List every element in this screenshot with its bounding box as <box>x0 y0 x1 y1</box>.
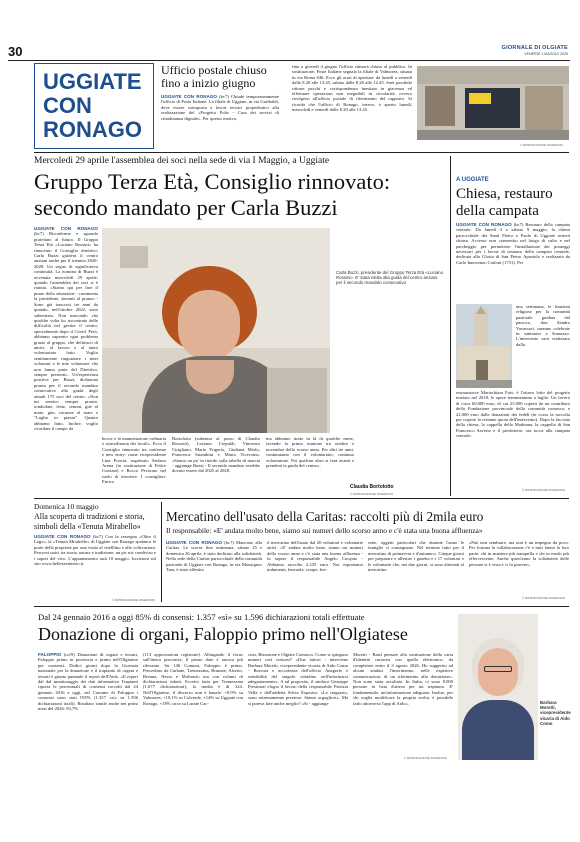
donazione-col3: cino, Bizzarone e Olgiate Comasco. Come si spiegano numeri così virtuosi? «Due fattori - interviene Barbara Moretti, vicepresidente vicaria di Aido Como - Bravura e accortezza dell'ufficio Anagrafe e sensibilità del singolo cittadino nell'informarsi adeguatamente». A tal proposito, il sindaco Giuseppe Prestinari elogia il lavoro della responsabile Patrizia Vella e dell'addetta Silvia Esposito: «Le ringrazio, sono estremamente preziose. Siamo orgogliosi». Ma si poteva fare anche meglio? «Si - aggiunge <box>248 652 348 706</box>
barbara-moretti-photo <box>458 614 538 760</box>
tenuta-body <box>34 534 156 598</box>
chiesa-text1: Restauro della campata centrale. Da lunedì 4 a sabato 9 maggio, la chiesa parrocchiale dei Santi Pietro e Paolo di Uggiate resterà chiusa. Accesso non consentito nel luogo di culto e nel parcheggio per permettere l'installazione dei ponteggi necessari per i lavori di restauro della campata centrale, dedicata alla Gloria di San Pietro Apostolo e realizzata da Carlo Innocenzo Carloni (1731). Per <box>456 222 570 265</box>
chiesa-credit: © RIPRODUZIONE RISERVATA <box>522 488 566 492</box>
main-credit: © RIPRODUZIONE RISERVATA <box>350 492 394 496</box>
rule-bottom <box>34 606 569 607</box>
post-office-col2: fino a giovedì 4 giugno l'ufficio rimarrà chiuso al pubblico. In sostituzione, Poste Italiane segnala la filiale di Valmorea, situata in via Roma 846. Ecco gli orari di apertura: da lunedì a venerdì dalle 8.20 alle 13.45, sabato dalle 8.20 alle 12.45. Sarà possibile ritirare pacchi e corrispondenza inesitata in giacenza ed effettuare operazioni non eseguibili in circolarità, ovvero rivolgersi all'ufficio postale di riferimento del rapporto. Si ricorda che l'ufficio di Ronago, invece, è aperto lunedì, mercoledì e venerdì dalle 8.20 alle 13.45. <box>292 64 412 113</box>
chiesa-lead: UGGIATE CON RONAGO <box>456 222 512 227</box>
post-office-body1: Chiude temporaneamente l'ufficio di Poste Italiane. La filiale di Uggiate, in via Garibaldi, deve essere sottoposta a lavori tecnici propedeutici alla realizzazione del «Progetto Polis - Casa dei servizi di cittadinanza digitale». Per questo motivo, <box>161 94 279 121</box>
main-kicker: Mercoledì 29 aprile l'assemblea dei soci nella sede di via I Maggio, a Uggiate <box>34 156 330 166</box>
chiesa-kicker: A UGGIATE <box>456 177 489 183</box>
newspaper-name: GIORNALE DI OLGIATE <box>501 45 568 51</box>
post-office-lead-tag: (bc7) <box>219 94 229 99</box>
post-office-photo <box>417 66 569 140</box>
main-byline: Claudia Bortolotto <box>350 484 394 490</box>
main-body-col1: Riconferme e sguardo proiettato al futuro. Il Gruppo Terza Età «Luciano Rossini» ha rinnovato il Consiglio direttivo: Carla Buzzi guiderà il centro anziani anche per il triennio 2026-2028. Un segno di significativa continuità. La nomina di Buzzi è avvenuta mercoledì 29 aprile, quando l'assemblea dei soci si è riunita. «Siamo qui per fare il punto della situazione - commenta la presidente, davanti al pranzo - Sono già trascorsi tre anni da quando, nell'ottobre 2022, sono subentrata. Non nascondo che qualche volta ho riscontrato delle difficoltà nel gestire il centro, specialmente dopo il Covid. Però, abbiamo superato ogni problema grazie al gruppo, che definisco di amici, al lavoro e al tanto volontariato fatto. Voglio sentitamente ringraziare i miei volontari e le mie volontarie che non fanno parte del Direttivo, sempre presenti». Un'esperienza positiva per Buzzi, dichiarata pronta per il secondo mandato consecutivo alla guida degli attuali 175 soci del centro. «Non mi sentivo sempre pronta: tombolate, feste, cenoni, gite al mare, gite, vacanze al mare e "Luglio in piazza". Quanto abbiamo fatto. Inoltre, voglio ricordare il campo da <box>34 231 98 432</box>
post-office-col1 <box>161 94 279 148</box>
chiesa-body2: una settimana, le funzioni religiose per la comunità pastorale guidata dal parroco, don Sandro Vavassori, saranno celebrate in santuario a Somazzo. L'intervento sarà realizzato dalla <box>516 304 570 347</box>
chiesa-lead-tag: (bc7) <box>513 222 524 227</box>
caritas-credit: © RIPRODUZIONE RISERVATA <box>522 596 566 600</box>
section-title-line1: UGGIATE <box>43 69 142 94</box>
rule-middle <box>34 498 569 499</box>
main-lead: UGGIATE CON RONAGO <box>34 226 98 231</box>
donazione-col2: (113 approvazioni registrate). Allargando il focus sull'intera provincia, il primo dato è ancora più rilevante. Su 146 Comuni, Faloppio è primo. Precedono da Carbate, Tremezzina, Brunate, Alserio, Brenna, Nesso e Moltrasio ma con volumi di dichiarazioni ridotti. Eccetto fatta per Tremezzina (1.677 dichiarazioni), la media è di 324. Nell'Olgiatese, il discorso non è banale: +8,9% su Valmorea, +10,1% su Colverde, +14% su Uggiate con Ronago, +18% circa su Lurate Cac- <box>143 652 243 706</box>
main-headline-2: secondo mandato per Carla Buzzi <box>34 195 338 220</box>
chiesa-divider <box>450 156 451 496</box>
tenuta-credit: © RIPRODUZIONE RISERVATA <box>112 598 156 602</box>
caritas-col2: il mercatino dell'usato dal 20 volontari e volontarie attivi. «E' andata molto bene, siamo sui numeri dello scorso anno e c'è stata una buona affluenza - fa sapere il responsabile Angelo Cocquio - Abbiamo raccolto 2.235 euro. Noi esponiamo indumenti, lenzuola, scarpe, bor- <box>267 540 363 573</box>
tenuta-kicker: Domenica 10 maggio <box>34 502 99 511</box>
post-office-lead: UGGIATE CON RONAGO <box>161 94 217 99</box>
tenuta-lead: UGGIATE CON RONAGO <box>34 534 91 539</box>
chiesa-title: Chiesa, restauro della campata <box>456 186 553 219</box>
tenuta-lead-tag: (bc7) <box>93 534 103 539</box>
chiesa-body1 <box>456 222 570 302</box>
section-title-line2: CON <box>43 93 92 118</box>
caritas-subtitle: Il responsabile: «E' andata molto bene, siamo sui numeri dello scorso anno e c'è stata una buona affluenza» <box>166 526 483 535</box>
donazione-col4: Moretti - Basti pensare alla sostituzione della carta d'identità cartacea con quella elettronica, da completare entro il 3 agosto 2026. Ho suggerito ad alcuni sindaci l'inserimento, nelle rispettive comunicazioni, di un riferimento alla donazione». Non sono stata ascoltata. In Italia, ci sono 8.000 persone in lista d'attesa per un trapianto. E' fondamentale, un'informazione adeguata. Inoltre, per chi voglia modificare la propria scelta, è possibile farlo attraverso l'app di Aido». <box>353 652 453 706</box>
page-number: 30 <box>8 44 23 59</box>
caritas-lead: UGGIATE CON RONAGO <box>166 540 223 545</box>
donazione-caption: Barbara Moretti, vicepresidente vicaria di Aido Como <box>540 700 571 726</box>
caritas-title: Mercatino dell'usato della Caritas: raccolti più di 2mila euro <box>166 509 484 524</box>
carla-buzzi-photo <box>102 228 330 433</box>
donazione-lead: FALOPPIO <box>38 652 62 657</box>
donazione-title: Donazione di organi, Faloppio primo nell'Olgiatese <box>38 624 408 644</box>
post-office-title: Ufficio postale chiuso fino a inizio giugno <box>161 63 267 90</box>
header-rule <box>8 60 570 61</box>
issue-date: VENERDÌ 1 MAGGIO 2026 <box>524 52 568 56</box>
donazione-col1 <box>38 652 138 760</box>
caritas-col1 <box>166 540 262 600</box>
main-col2: bocce e la manutenzione ordinaria e straordinaria dei locali». Ecco il Consiglio rinnovato tra conferme e new entry: come vicepresidente Lina Poncia, segretario Stefano Arena (in sostituzione di Felice Cozzani) e Rocco Pecoraro nel ruolo di tesoriere. I consiglieri: Enrico <box>102 436 166 485</box>
main-photo-caption: Carla Buzzi, presidente del Gruppo Terza Età «Luciano Rossini». E' stata eletta alla guida del centro anziani per il secondo mandato consecutivo <box>336 270 444 286</box>
caritas-divider <box>161 502 162 602</box>
rule-top <box>34 152 569 153</box>
post-office-credit: © RIPRODUZIONE RISERVATA <box>520 143 564 147</box>
main-col4: ma abbiamo tirato in là di qualche mese, facendo la prima riunione tra ottobre e novembre dello scorso anno. Per altri tre anni, continuiamo con il volontariato, continuo volontariato. Poi qualcun altro si farà avanti e prenderà la guida del centro». <box>266 436 354 469</box>
church-photo <box>456 304 512 388</box>
donazione-text1: Donazione di organi e tessuti, Faloppio primo in provincia e primo nell'Olgiatese per consensi. Dodici giorni dopo la Giornata nazionale per la donazione e il trapianto di organi e tessuti è giunto puntuale il report dell'Aido. «Il report dal dal monitoraggio dei dati informativo Trapianti riporta le percentuali di consensi raccolti dal 24 gennaio 2016 a oggi, nel Comune di Faloppio i consensi sono stati l'85% (1.357 «sì» su 1.596 dichiarazioni totali). Risultato simile anche nei primi mesi del 2026: 83,7% <box>38 652 138 712</box>
tenuta-title: Alla scoperta di tradizioni e storia, simboli della «Tenuta Mirabello» <box>34 512 145 531</box>
donazione-credit: © RIPRODUZIONE RISERVATA <box>404 756 448 760</box>
caritas-text1: Mancano alla Caritas. Le scorse fine settimana, sabato 25 e domenica 26 aprile, è stato dedicato alla solidarietà. Nella sede della Caritas parrocchiale della comunità pastorale di Uggiate con Ronago, in via Monsignor Tam, è stato allestito <box>166 540 262 573</box>
section-title-line3: RONAGO <box>43 117 142 142</box>
main-headline-1: Gruppo Terza Età, Consiglio rinnovato: <box>34 169 391 194</box>
donazione-kicker: Dal 24 gennaio 2016 a oggi 85% di consensi: 1.357 «sì» su 1.596 dichiarazioni totali effettuate <box>38 612 365 622</box>
main-col1 <box>34 226 98 492</box>
section-box <box>34 63 154 149</box>
main-lead-tag: (bc7) <box>34 231 44 237</box>
main-col3: Bortolotto (subentra al posto di Claudio Rossotti), Luciano Crepaldi, Vincenzo Cirigliano, Mario Frigerio, Giuliana Merlo, Francesca Strambini e Maria Vicecomo. «Siamo un po' in ritardo sulla tabella di marcia - aggiunge Buzzi - Il secondo mandato avrebbe dovuto essere dal 2025 al 2028, <box>172 436 260 474</box>
chiesa-body3: restauratrice Mariachiara Fois: è l'ottavo lotto del progetto iniziato nel 2018, le opere termineranno a luglio. Un lavoro di circa 60.000 euro, di cui 25.000 coperti da un contributo della Fondazione provinciale della comunità comasca, e 22.000 euro dalle donazioni dei fedeli (in corso la raccolta per coprire la restante quota dell'intervento). Dopo la facciata della chiesa, la cappella della Madonna, la cappella di San Francesco Saverio e il presbiterio, ora tocca alla campata centrale. <box>456 390 570 439</box>
caritas-lead-tag: (bc7) <box>224 540 234 545</box>
caritas-col3: sette, oggetti particolari che durante l'anno le famiglie ci consegnano. Nel termine tutto per il mercatino di primavera e d'autunno». Cinque giorni per preparare e allestire i gazebo e i 17 volontari e le volontarie che, nei due giorni, si sono alternati al mercatino. <box>368 540 464 573</box>
caritas-col4: «Può non sembrare, ma non è un impegno da poco. Per fortuna la collaborazione c'è e tutti fanno la loro parte, chi in maniera più tranquilla e chi in modo più effervescente. Anche quest'anno la solidarietà delle persone si è vista e ci fa piacere». <box>469 540 569 567</box>
donazione-lead-tag: (rs19) <box>63 652 75 657</box>
tenuta-text: Con la rassegna «Oltre il Lago», la «Tenuta Mirabello» di Uggiate con Ronago spalanca le porte della proprietà per una visita al vitelllino e alle coltivazioni. Percorsi unici tra storia, natura e tradizione, un pic nic condiviso e i sapori del vivo. L'appuntamento sarà 10 maggio. Iscrizioni sul sito www.bellezzeinterio.it. <box>34 534 156 567</box>
